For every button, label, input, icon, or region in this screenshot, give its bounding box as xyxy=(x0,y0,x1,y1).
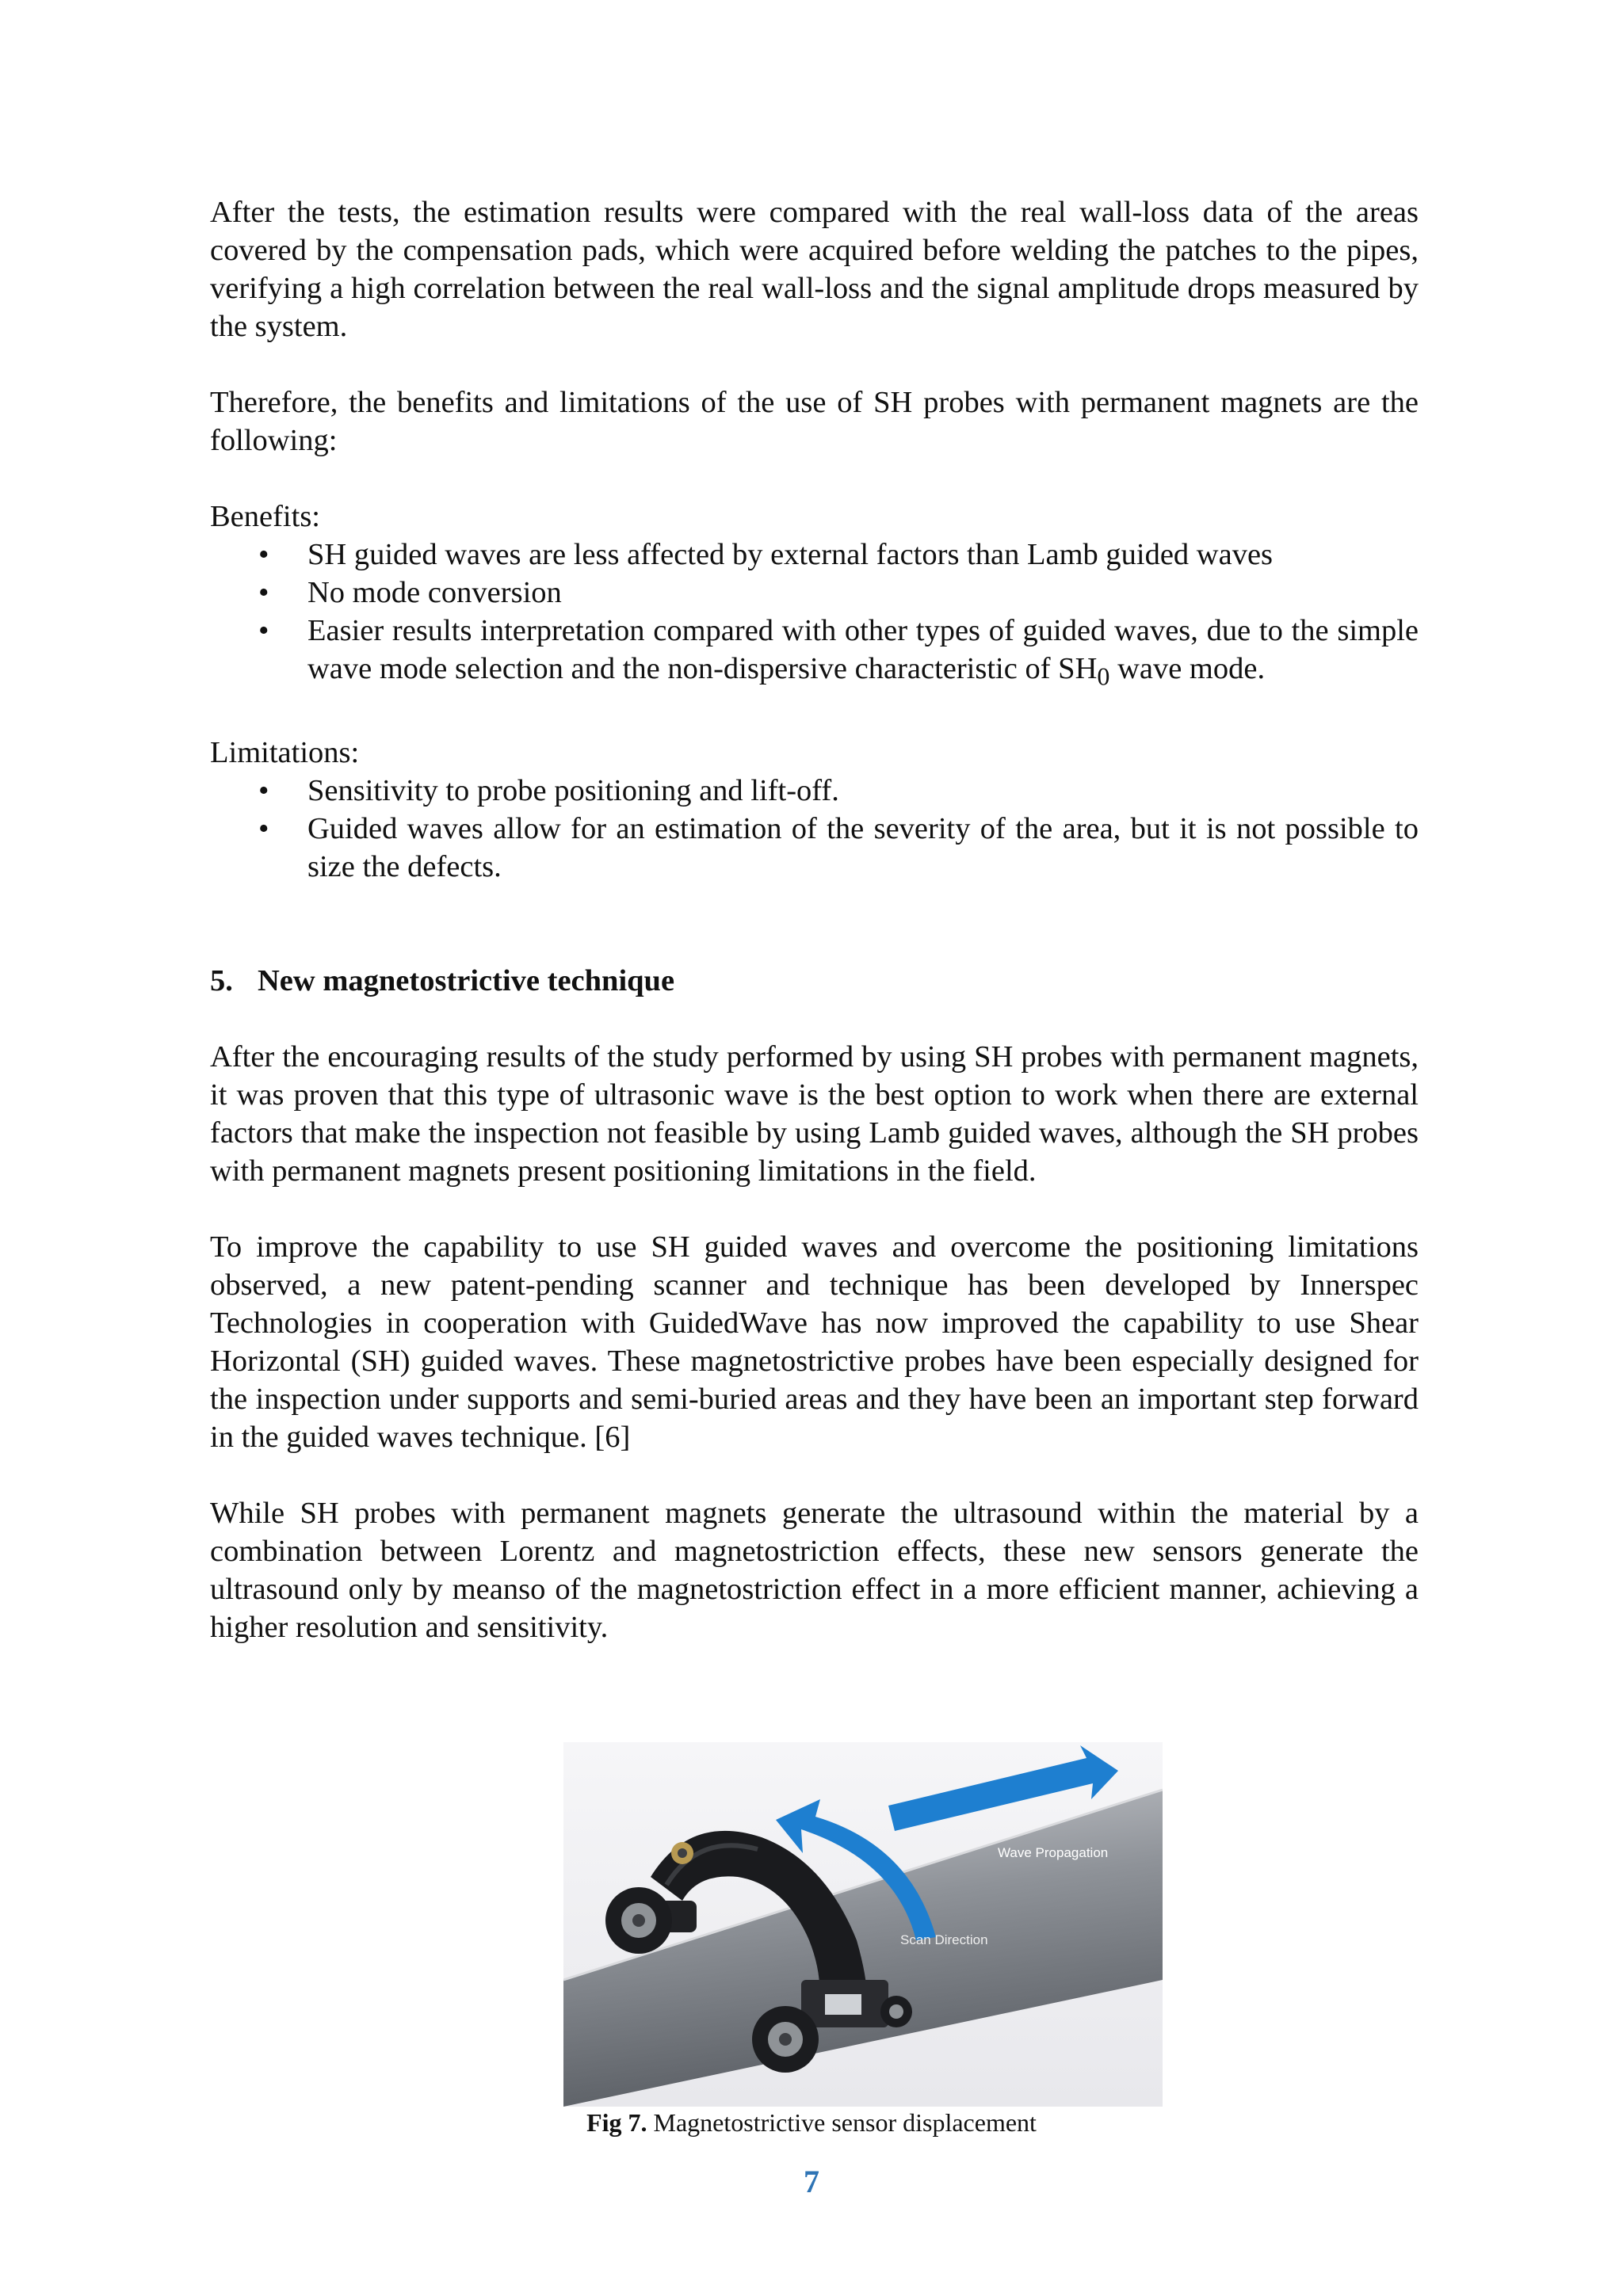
figure-caption xyxy=(0,2107,1623,2138)
section-number: 5. xyxy=(210,963,233,997)
section-heading xyxy=(210,962,1419,1000)
scanner-wheel-right xyxy=(880,1996,912,2027)
limitations-label: Limitations: xyxy=(210,735,360,769)
bullet-icon: • xyxy=(258,576,269,609)
bullet-icon: • xyxy=(258,811,269,845)
section-title: New magnetostrictive technique xyxy=(258,963,675,997)
benefits-label: Benefits: xyxy=(210,500,320,533)
paragraph-benefits-intro: Therefore, the benefits and limitations of the use of SH probes with permanent magnets are the following: xyxy=(210,386,1419,457)
scanner-wheel-front xyxy=(605,1887,672,1954)
limitations-list xyxy=(210,772,1419,886)
paragraph-results-comparison: After the tests, the estimation results were compared with the real wall-loss data of the areas covered by the compensation pads, which were acquired before welding the patches to the pipes, verifying a high correlation between the real wall-loss and the signal amplitude drops measured by the system. xyxy=(210,196,1419,343)
list-item: • SH guided waves are less affected by external factors than Lamb guided waves xyxy=(210,536,1419,574)
bullet-icon: • xyxy=(258,773,269,807)
paragraph-encouraging-results: After the encouraging results of the study performed by using SH probes with permanent magnets, it was proven that this type of ultrasonic wave is the best option to work when there are external factors that make the inspection not feasible by using Lamb guided waves, although the SH probes with permanent magnets present positioning limitations in the field. xyxy=(210,1039,1419,1188)
paragraph-new-scanner: To improve the capability to use SH guided waves and overcome the positioning limitations observed, a new patent-pending scanner and technique has been developed by Innerspec Technologies in cooperation with GuidedWave has now improved the capability to use Shear Horizontal (SH) guided waves. These magnetostrictive probes have been especially designed for the inspection under supports and semi-buried areas and they have been an important step forward in the guided waves technique. [6] xyxy=(210,1230,1419,1454)
benefits-list xyxy=(210,536,1419,696)
paragraph-magnetostriction: While SH probes with permanent magnets generate the ultrasound within the material by a combination between Lorentz and magnetostriction effects, these new sensors generate the ultrasound only by meanso of the magnetostriction effect in a more efficient manner, achieving a higher resolution and sensitivity. xyxy=(210,1496,1419,1644)
bullet-icon: • xyxy=(258,538,269,571)
figure-caption-text: Magnetostrictive sensor displacement xyxy=(647,2108,1037,2137)
wave-propagation-label: Wave Propagation xyxy=(998,1845,1109,1860)
bullet-icon: • xyxy=(258,614,269,647)
main-text xyxy=(210,193,1419,1646)
list-item: • Easier results interpretation compared with other types of guided waves, due to the simple wave mode selection and the non-dispersive characteristic of $SH_0$ wave mode. xyxy=(210,612,1419,696)
page-number: 7 xyxy=(804,2164,819,2199)
subscript-zero: 0 xyxy=(1097,662,1110,691)
scanner-connector xyxy=(671,1842,693,1864)
list-item: • Sensitivity to probe positioning and lift-off. xyxy=(210,772,1419,810)
list-item: • No mode conversion xyxy=(210,574,1419,612)
sensor-illustration xyxy=(563,1742,1163,2107)
scan-direction-label: Scan Direction xyxy=(900,1932,988,1947)
list-item: • Guided waves allow for an estimation of the severity of the area, but it is not possible to size the defects. xyxy=(210,810,1419,886)
figure-caption-label: Fig 7. xyxy=(586,2108,647,2137)
scanner-wheel-rear xyxy=(752,2006,819,2073)
figure-sensor-displacement xyxy=(563,1742,1163,2107)
